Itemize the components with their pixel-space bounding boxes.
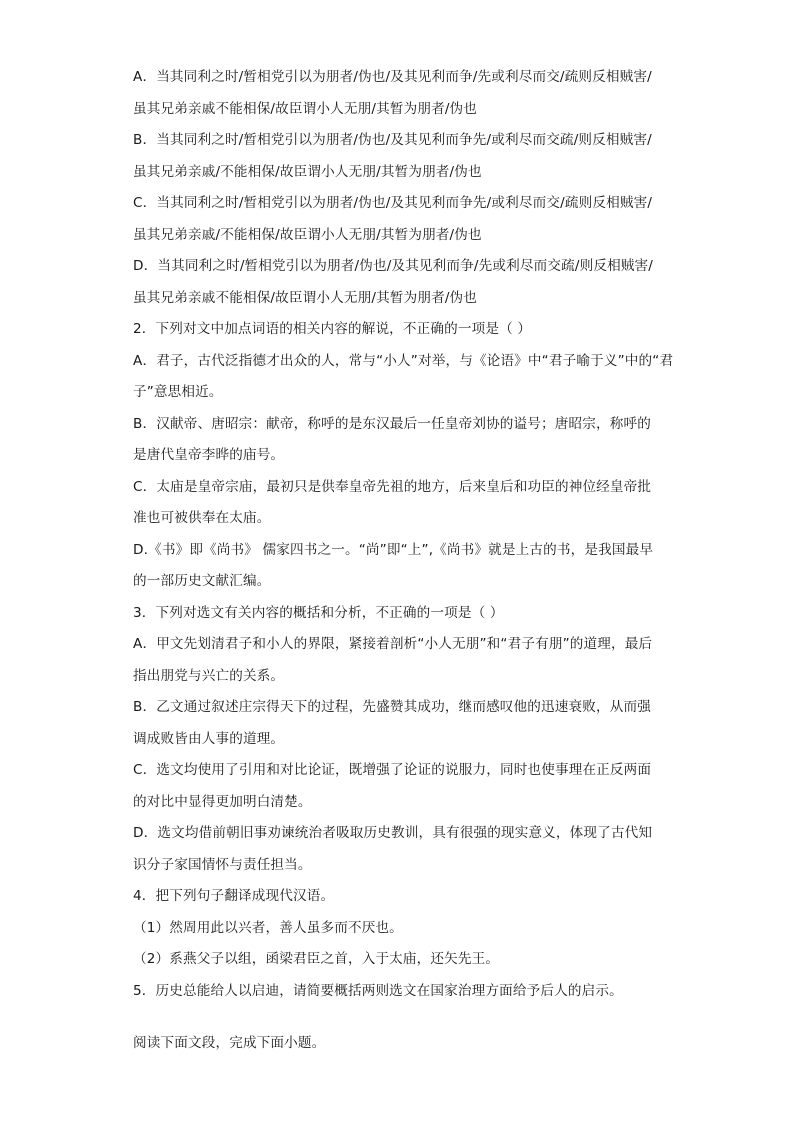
q4-sentence-1: （1）然周用此以兴者，善人虽多而不厌也。 [133, 919, 403, 936]
q1-option-a-line-1: A．当其同利之时/暂相党引以为朋者/伪也/及其见利而争/先或利尽而交/疏则反相贼害/ [133, 69, 652, 85]
q3-option-a-line-2: 指出朋党与兴亡的关系。 [133, 667, 285, 684]
q2-option-a-line-1: A．君子，古代泛指德才出众的人，常与“小人”对举，与《论语》中“君子喻于义”中的“君 [133, 352, 674, 369]
q5-stem: 5．历史总能给人以启迪，请简要概括两则选文在国家治理方面给予后人的启示。 [133, 982, 623, 999]
q3-option-c-line-2: 的对比中显得更加明白清楚。 [133, 793, 312, 810]
q1-option-c-line-2: 虽其兄弟亲戚/不能相保/故臣谓小人无朋/其暂为朋者/伪也 [133, 226, 482, 243]
q1-option-b-line-1: B．当其同利之时/暂相党引以为朋者/伪也/及其见利而争先/或利尽而交疏/则反相贼害/ [133, 132, 652, 148]
q3-stem: 3．下列对选文有关内容的概括和分析，不正确的一项是（ ） [133, 604, 504, 621]
q4-sentence-2: （2）系燕父子以组，函梁君臣之首，入于太庙，还矢先王。 [133, 951, 500, 967]
q1-option-a-line-2: 虽其兄弟亲戚不能相保/故臣谓小人无朋/其暂为朋者/伪也 [133, 100, 478, 117]
q2-option-d-line-1: D.《书》即《尚书》 儒家四书之一。“尚”即“上”,《尚书》就是上古的书，是我国最早 [133, 541, 654, 558]
q3-option-c-line-1: C．选文均使用了引用和对比论证，既增强了论证的说服力，同时也使事理在正反两面 [133, 762, 652, 778]
q2-stem: 2．下列对文中加点词语的相关内容的解说，不正确的一项是（ ） [133, 321, 532, 337]
q2-option-a-line-2: 子”意思相近。 [133, 384, 223, 400]
document-body [133, 62, 674, 1060]
q3-option-b-line-1: B．乙文通过叙述庄宗得天下的过程，先盛赞其成功，继而感叹他的迅速衰败，从而强 [133, 699, 651, 715]
q3-option-d-line-2: 识分子家国情怀与责任担当。 [133, 856, 312, 873]
q2-option-c-line-2: 准也可被供奉在太庙。 [133, 510, 271, 526]
q1-option-c-line-1: C．当其同利之时/暂相党引以为朋者/伪也/及其见利而争先/或利尽而交/疏则反相贼害/ [133, 195, 653, 211]
q4-stem: 4．把下列句子翻译成现代汉语。 [133, 888, 335, 904]
q2-option-b-line-1: B．汉献帝、唐昭宗：献帝，称呼的是东汉最后一任皇帝刘协的谥号；唐昭宗，称呼的 [133, 415, 651, 432]
q1-option-d-line-1: D．当其同利之时/暂相党引以为朋者/伪也/及其见利而争/先或利尽而交疏/则反相贼害/ [133, 258, 654, 274]
q1-option-b-line-2: 虽其兄弟亲戚/不能相保/故臣谓小人无朋/其暂为朋者/伪也 [133, 163, 482, 180]
section-gap [133, 1007, 661, 1028]
q2-option-b-line-2: 是唐代皇帝李晔的庙号。 [133, 447, 285, 463]
q2-option-d-line-2: 的一部历史文献汇编。 [133, 573, 271, 589]
next-section-instruction: 阅读下面文段，完成下面小题。 [133, 1035, 326, 1051]
q2-option-c-line-1: C．太庙是皇帝宗庙，最初只是供奉皇帝先祖的地方，后来皇后和功臣的神位经皇帝批 [133, 478, 652, 495]
q3-option-b-line-2: 调成败皆由人事的道理。 [133, 730, 285, 747]
q1-option-d-line-2: 虽其兄弟亲戚不能相保/故臣谓小人无朋/其暂为朋者/伪也 [133, 289, 478, 306]
q3-option-a-line-1: A．甲文先划清君子和小人的界限，紧接着剖析“小人无朋”和“君子有朋”的道理，最后 [133, 636, 653, 652]
q3-option-d-line-1: D．选文均借前朝旧事劝谏统治者吸取历史教训，具有很强的现实意义，体现了古代知 [133, 825, 653, 841]
